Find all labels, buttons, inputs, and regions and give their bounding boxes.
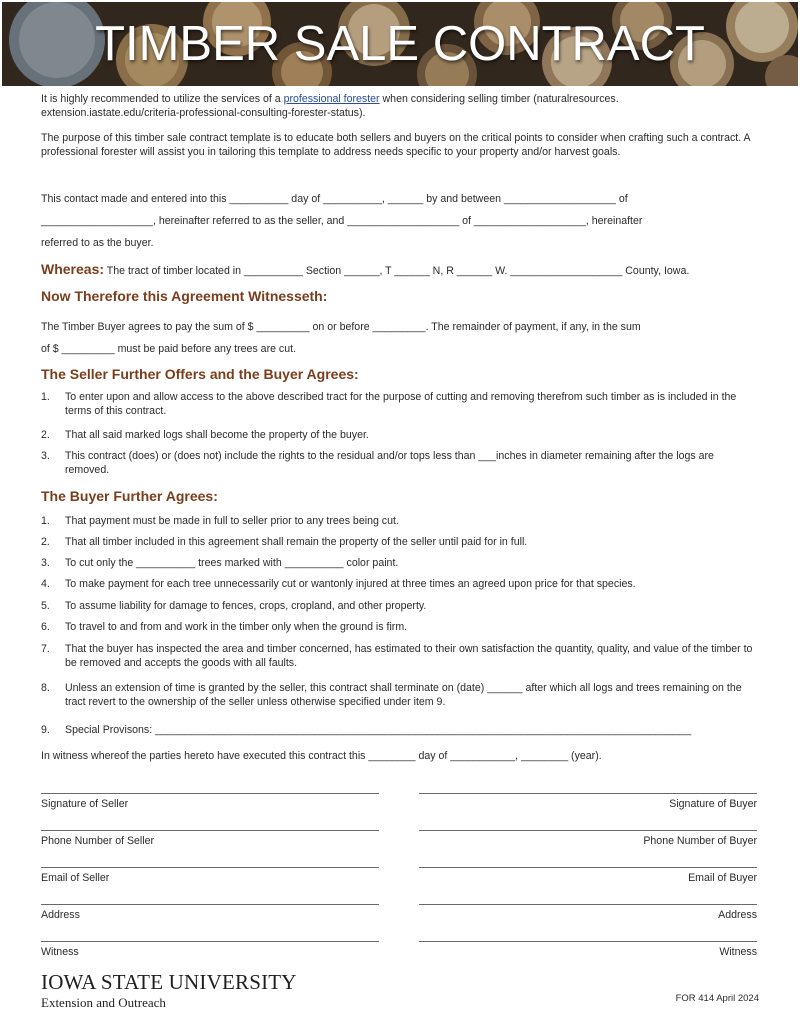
now-therefore-heading: Now Therefore this Agreement Witnesseth: — [41, 288, 328, 304]
professional-forester-link[interactable]: professional forester — [283, 93, 380, 105]
item-number: 5. — [41, 600, 50, 612]
intro-text: It is highly recommended to utilize the services of a — [41, 93, 284, 105]
phone-of-buyer-field[interactable]: Phone Number of Buyer — [419, 830, 757, 847]
item-number: 4. — [41, 578, 50, 590]
seller-witness-field[interactable]: Witness — [41, 941, 379, 958]
item-text: To enter upon and allow access to the above described tract for the purpose of cutting and removing therefrom such timber as is included in the terms of this contract. — [65, 391, 737, 417]
item-number: 1. — [41, 391, 50, 403]
payment-line-1: The Timber Buyer agrees to pay the sum of $ _________ on or before _________. The remainder of payment, if any, in the sum — [41, 321, 641, 333]
buyer-agrees-heading: The Buyer Further Agrees: — [41, 488, 218, 504]
contract-line-1: This contact made and entered into this __________ day of __________, ______ by and between ___________________ of — [41, 193, 628, 205]
email-of-seller-field[interactable]: Email of Seller — [41, 867, 379, 884]
whereas-clause — [41, 262, 759, 278]
seller-offers-heading: The Seller Further Offers and the Buyer Agrees: — [41, 366, 359, 382]
intro-paragraph-2: The purpose of this timber sale contract template is to educate both sellers and buyers on the critical points to consider when crafting such a contract. A professional forester will assist you in tailoring this template to address needs specific to your property and/or harvest goals. — [41, 132, 750, 158]
page-title: TIMBER SALE CONTRACT — [95, 17, 705, 71]
item-text: Special Provisons: ___________________________________________________________________________________________ — [65, 724, 692, 736]
item-text: To cut only the __________ trees marked with __________ color paint. — [65, 557, 399, 569]
item-text: Unless an extension of time is granted by the seller, this contract shall terminate on (date) ______ after which all logs and trees remaining on the tract revert to the ownership of the seller unless otherwise specified under item 9. — [65, 682, 742, 708]
item-number: 3. — [41, 450, 50, 462]
email-of-buyer-field[interactable]: Email of Buyer — [419, 867, 757, 884]
contract-line-3: referred to as the buyer. — [41, 237, 154, 249]
form-id: FOR 414 April 2024 — [675, 993, 759, 1004]
buyer-address-field[interactable]: Address — [419, 904, 757, 921]
item-number: 2. — [41, 536, 50, 548]
header-banner — [2, 2, 798, 86]
item-text: To assume liability for damage to fences, crops, cropland, and other property. — [65, 600, 427, 612]
item-number: 2. — [41, 429, 50, 441]
item-number: 3. — [41, 557, 50, 569]
university-logo — [41, 970, 297, 1011]
whereas-text: The tract of timber located in __________ Section ______, T ______ N, R ______ W. ___________________ County, Iowa. — [104, 265, 690, 277]
item-text: That all said marked logs shall become the property of the buyer. — [65, 429, 369, 441]
intro-text-after: when considering selling timber (naturalresources. extension.iastate.edu/criteria-professional-consulting-forester-status). — [41, 93, 619, 119]
witness-statement: In witness whereof the parties hereto have executed this contract this ________ day of ___________, ________ (year). — [41, 750, 602, 762]
contract-line-2: ___________________, hereinafter referred to as the seller, and ___________________ of ___________________, hereinafter — [41, 215, 643, 227]
item-text: To travel to and from and work in the timber only when the ground is firm. — [65, 621, 408, 633]
logo-main-text: IOWA STATE UNIVERSITY — [41, 970, 297, 994]
payment-line-2: of $ _________ must be paid before any trees are cut. — [41, 343, 297, 355]
item-text: This contract (does) or (does not) include the rights to the residual and/or tops less than ___inches in diameter remaining after the logs are removed. — [65, 450, 714, 476]
item-number: 1. — [41, 515, 50, 527]
item-text: That payment must be made in full to seller prior to any trees being cut. — [65, 515, 399, 527]
item-number: 9. — [41, 724, 50, 736]
item-number: 8. — [41, 682, 50, 694]
seller-address-field[interactable]: Address — [41, 904, 379, 921]
phone-of-seller-field[interactable]: Phone Number of Seller — [41, 830, 379, 847]
signature-of-seller-field[interactable]: Signature of Seller — [41, 793, 379, 810]
item-text: That the buyer has inspected the area and timber concerned, has estimated to their own satisfaction the quantity, quality, and value of the timber to be removed and accepts the goods with all faults. — [65, 643, 753, 669]
logo-sub-text: Extension and Outreach — [41, 995, 166, 1010]
item-number: 7. — [41, 643, 50, 655]
buyer-witness-field[interactable]: Witness — [419, 941, 757, 958]
signature-of-buyer-field[interactable]: Signature of Buyer — [419, 793, 757, 810]
item-text: That all timber included in this agreement shall remain the property of the seller until paid for in full. — [65, 536, 528, 548]
intro-paragraph-1 — [41, 92, 759, 120]
item-text: To make payment for each tree unnecessarily cut or wantonly injured at three times an agreed upon price for that species. — [65, 578, 636, 590]
item-number: 6. — [41, 621, 50, 633]
whereas-label: Whereas: — [41, 261, 105, 277]
